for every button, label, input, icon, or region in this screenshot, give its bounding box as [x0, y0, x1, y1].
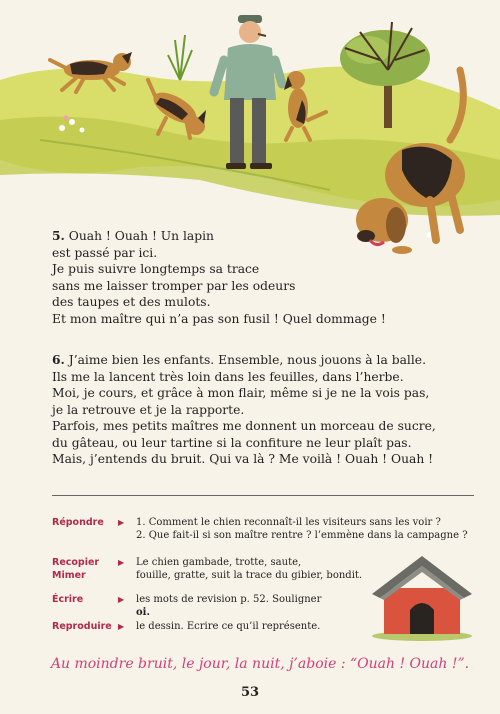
question-1: 1. Comment le chien reconnaît-il les visiteurs sans les voir ? — [136, 517, 441, 528]
exercise-reproduire-label: Reproduire — [52, 621, 112, 632]
paragraph-6 — [52, 352, 492, 468]
paragraph-5-line-4: sans me laisser tromper par les odeurs — [52, 278, 296, 293]
paragraph-6-number: 6. — [52, 352, 65, 367]
page-number: 53 — [240, 685, 260, 700]
triangle-right-icon: ▶ — [118, 558, 125, 567]
fern-plant — [168, 35, 192, 80]
paragraph-5-number: 5. — [52, 228, 65, 243]
paragraph-5 — [52, 228, 492, 327]
triangle-right-icon: ▶ — [118, 622, 125, 631]
paragraph-5-line-2: est passé par ici. — [52, 245, 158, 260]
paragraph-6-line-5: Parfois, mes petits maîtres me donnent un morceau de sucre, — [52, 419, 436, 433]
recopier-line-2: fouille, gratte, suit la trace du gibier, bondit. — [136, 570, 363, 581]
maxim-cursive: Au moindre bruit, le jour, la nuit, j’aboie : “Ouah ! Ouah !”. — [50, 656, 470, 672]
paragraph-6-line-7: Mais, j’entends du bruit. Qui va là ? Me voilà ! Ouah ! Ouah ! — [52, 452, 434, 466]
paragraph-5-line-6: Et mon maître qui n’a pas son fusil ! Quel dommage ! — [52, 311, 386, 326]
ecrire-text: les mots de revision p. 52. Souligner — [136, 594, 322, 605]
paragraph-5-line-1: Ouah ! Ouah ! Un lapin — [68, 229, 214, 243]
triangle-right-icon: ▶ — [118, 595, 125, 604]
exercise-repondre-label: Répondre — [52, 517, 104, 528]
reproduire-text: le dessin. Ecrire ce qu’il représente. — [136, 621, 321, 632]
paragraph-6-line-4: je la retrouve et je la rapporte. — [52, 402, 245, 417]
paragraph-6-line-2: Ils me la lancent très loin dans les feuilles, dans l’herbe. — [52, 369, 404, 384]
section-divider — [52, 495, 474, 496]
exercise-mimer-label: Mimer — [52, 570, 86, 581]
ecrire-emphasis: oi. — [136, 607, 150, 618]
paragraph-5-line-3: Je puis suivre longtemps sa trace — [52, 262, 260, 276]
exercise-recopier-label: Recopier — [52, 557, 100, 568]
question-2: 2. Que fait-il si son maître rentre ? l’emmène dans la campagne ? — [136, 530, 468, 541]
paragraph-6-line-1: J’aime bien les enfants. Ensemble, nous jouons à la balle. — [68, 353, 426, 367]
exercise-ecrire-label: Écrire — [52, 594, 84, 605]
recopier-line-1: Le chien gambade, trotte, saute, — [136, 557, 302, 568]
triangle-right-icon: ▶ — [118, 518, 125, 527]
paragraph-6-line-3: Moi, je cours, et grâce à mon flair, même si je ne la vois pas, — [52, 386, 430, 400]
paragraph-6-line-6: du gâteau, ou leur tartine si la confiture ne leur plaît pas. — [52, 435, 412, 450]
dog-kennel-illustration — [368, 550, 476, 642]
paragraph-5-line-5: des taupes et des mulots. — [52, 295, 211, 309]
